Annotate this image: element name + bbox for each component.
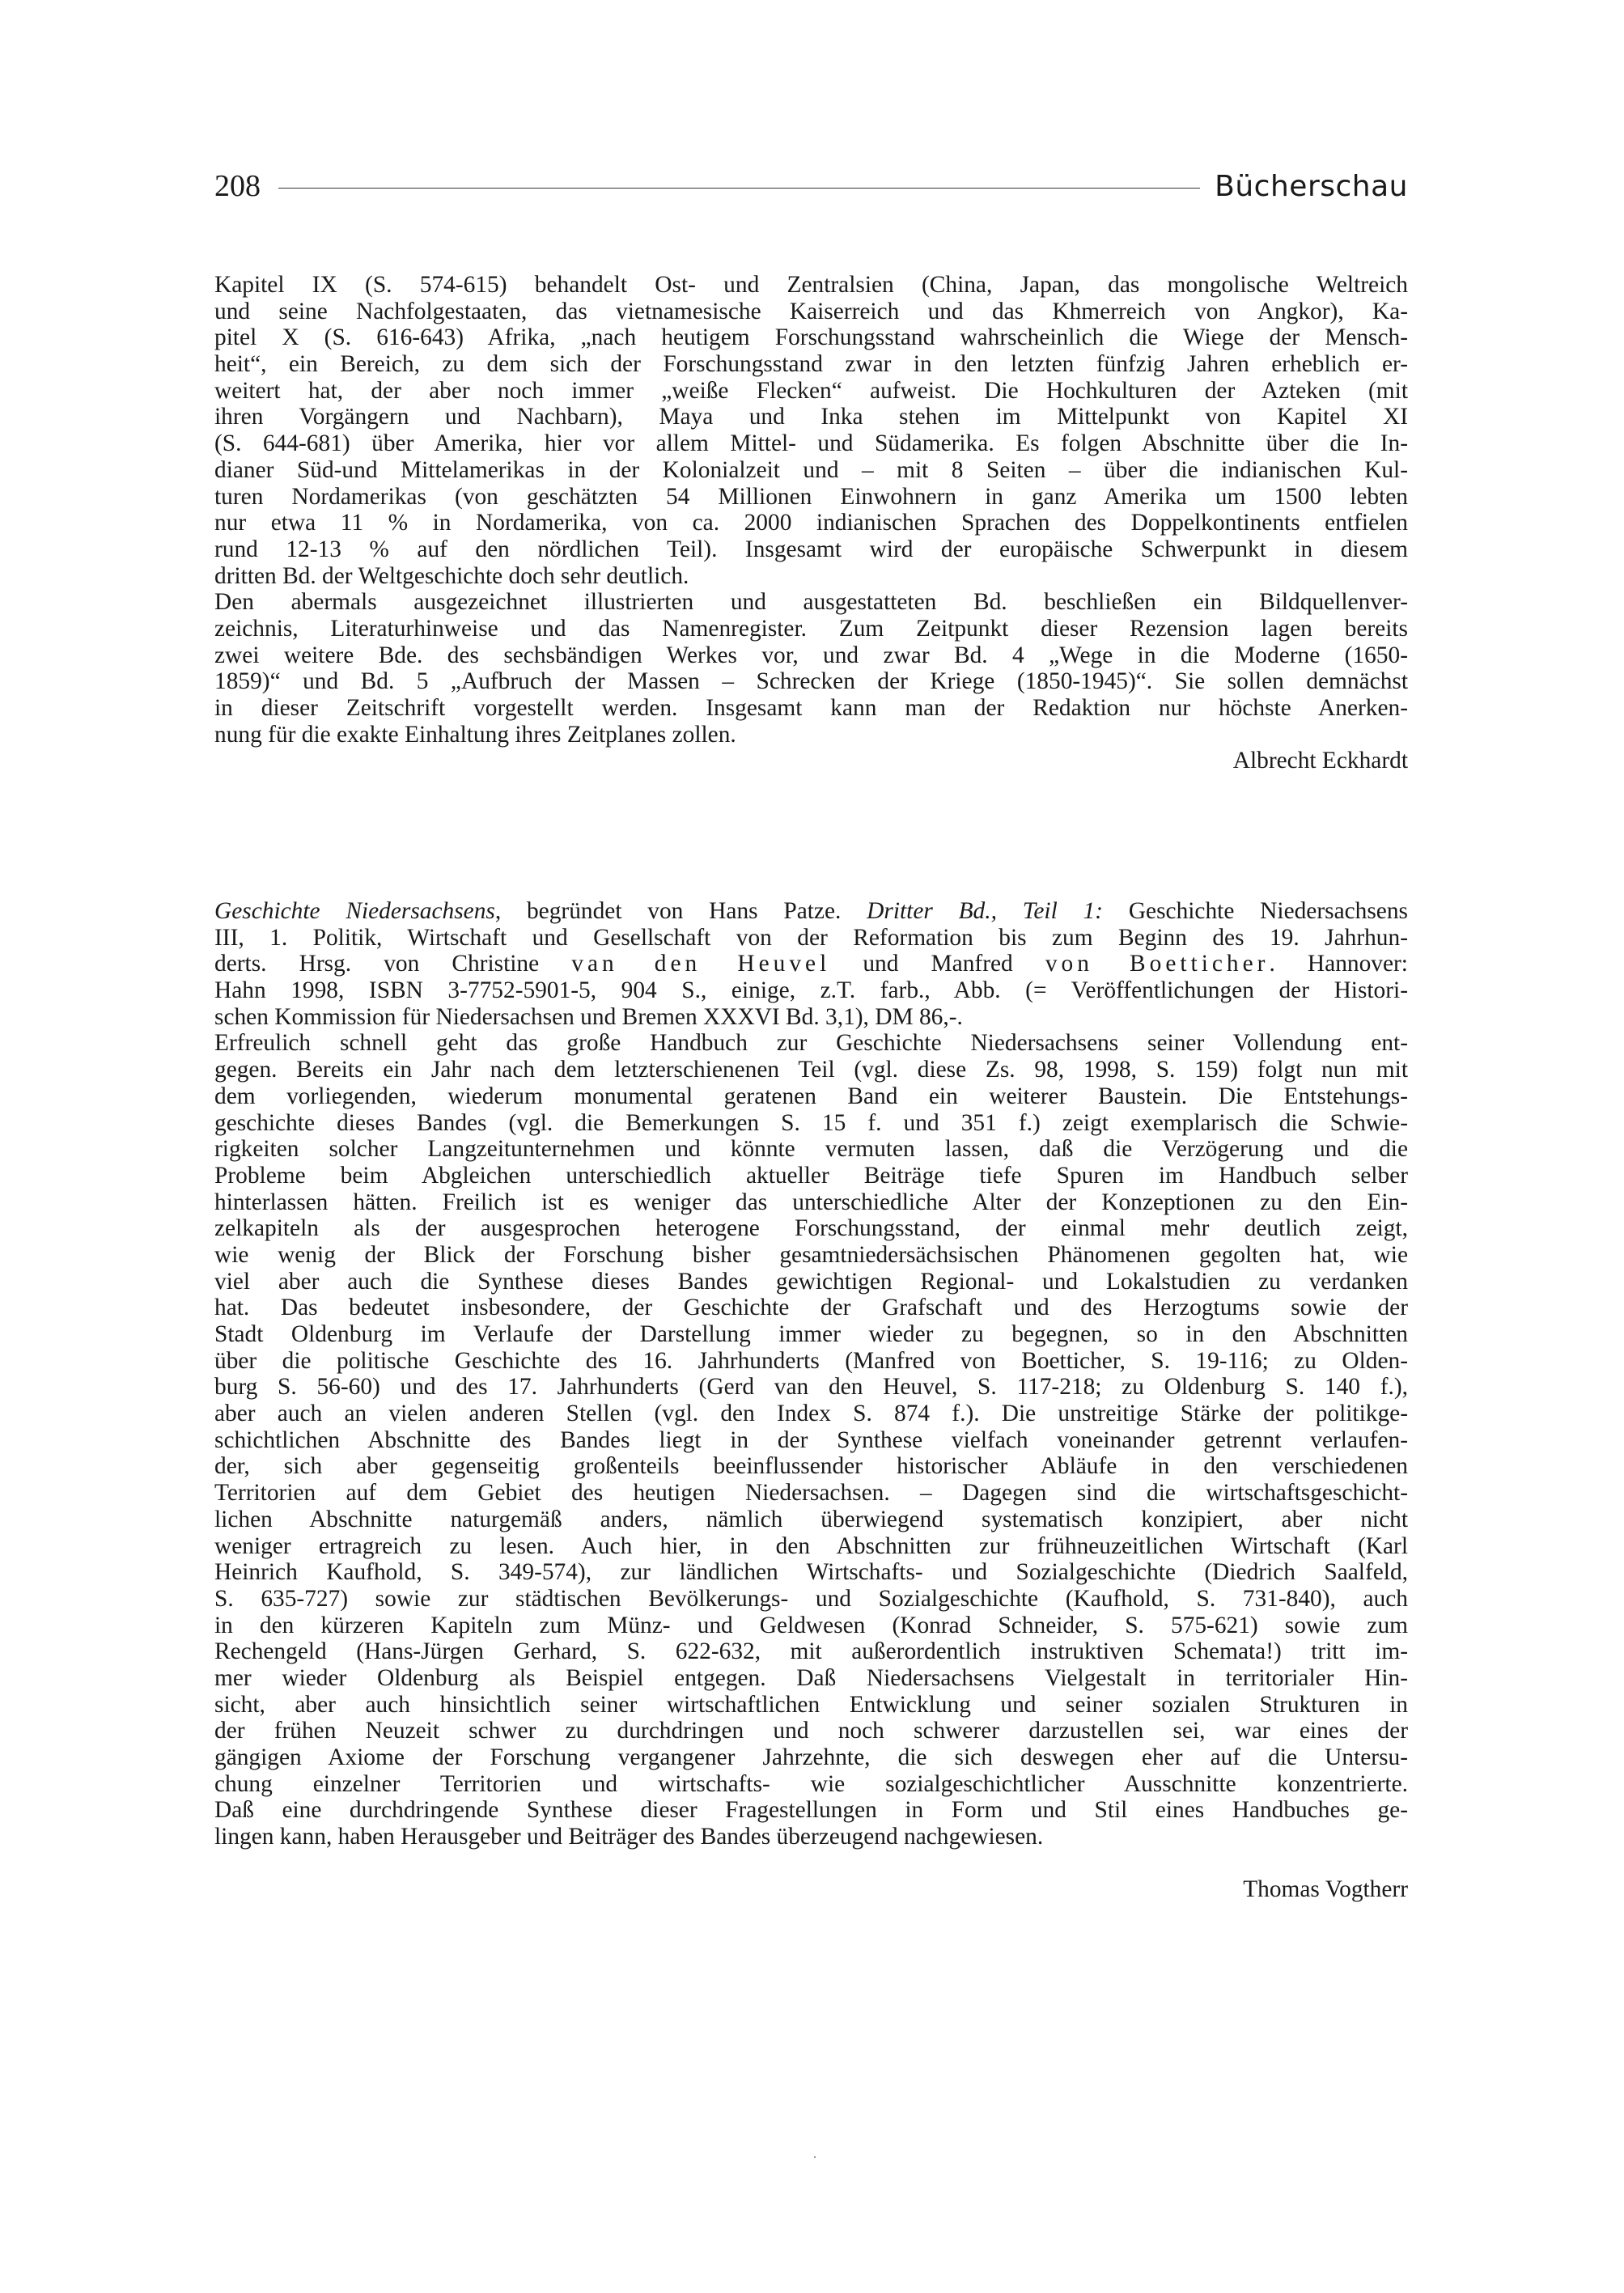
text-line: aber auch an vielen anderen Stellen (vgl. den Index S. 874 f.). Die unstreitige Stärke der politikge- [214,1401,1408,1427]
text-line: S. 635-727) sowie zur städtischen Bevölkerungs- und Sozialgeschichte (Kaufhold, S. 731-840), auch [214,1585,1408,1612]
bibliographic-entry-line: derts. Hrsg. von Christine van den Heuvel und Manfred von Boetticher. Hannover: [214,951,1408,977]
text-line: geschichte dieses Bandes (vgl. die Bemerkungen S. 15 f. und 351 f.) zeigt exemplarisch die Schwie- [214,1109,1408,1136]
text-line: nung für die exakte Einhaltung ihres Zeitplanes zollen. [214,721,736,748]
editor-name: von Boetticher [1045,951,1270,977]
text-line: wie wenig der Blick der Forschung bisher gesamtniedersächsischen Phänomenen gegolten hat, wie [214,1241,1408,1268]
text-line: turen Nordamerikas (von geschätzten 54 Millionen Einwohnern in ganz Amerika um 1500 lebten [214,483,1408,510]
text-line: rund 12-13 % auf den nördlichen Teil). Insgesamt wird der europäische Schwerpunkt in diesem [214,536,1408,562]
text-line: ihren Vorgängern und Nachbarn), Maya und Inka stehen im Mittelpunkt von Kapitel XI [214,404,1408,430]
text-line: (S. 644-681) über Amerika, hier vor allem Mittel- und Südamerika. Es folgen Abschnitte über die In- [214,430,1408,457]
bibliographic-entry-line: Geschichte Niedersachsens, begründet von Hans Patze. Dritter Bd., Teil 1: Geschichte Niedersachsens [214,898,1408,924]
text-line: mer wieder Oldenburg als Beispiel entgegen. Daß Niedersachsens Vielgestalt in territorialer Hin- [214,1664,1408,1691]
text-line: rigkeiten solcher Langzeitunternehmen und könnte vermuten lassen, daß die Verzögerung und die [214,1136,1408,1163]
text-line: zelkapiteln als der ausgesprochen heterogene Forschungsstand, der einmal mehr deutlich zeigt, [214,1215,1408,1242]
text-line: lingen kann, haben Herausgeber und Beiträger des Bandes überzeugend nachgewiesen. [214,1824,1044,1850]
text-line: dianer Süd-und Mittelamerikas in der Kolonialzeit und – mit 8 Seiten – über die indianischen Kul- [214,456,1408,483]
text-line: Stadt Oldenburg im Verlaufe der Darstellung immer wieder zu begegnen, so in den Abschnitten [214,1321,1408,1347]
bibliographic-entry-line: schen Kommission für Niedersachsen und Bremen XXXVI Bd. 3,1), DM 86,-. [214,1003,963,1030]
text-line: pitel X (S. 616-643) Afrika, „nach heutigem Forschungsstand wahrscheinlich die Wiege der Mensch- [214,324,1408,351]
bibliographic-entry-line: Hahn 1998, ISBN 3-7752-5901-5, 904 S., einige, z.T. farb., Abb. (= Veröffentlichungen der Histori- [214,977,1408,1004]
text-line: Heinrich Kaufhold, S. 349-574), zur ländlichen Wirtschafts- und Sozialgeschichte (Diedrich Saalfeld, [214,1559,1408,1586]
text-line: sicht, aber auch hinsichtlich seiner wirtschaftlichen Entwicklung und seiner sozialen Strukturen in [214,1691,1408,1718]
text-line: zeichnis, Literaturhinweise und das Namenregister. Zum Zeitpunkt dieser Rezension lagen bereits [214,615,1408,642]
text-line: hat. Das bedeutet insbesondere, der Geschichte der Grafschaft und des Herzogtums sowie der [214,1295,1408,1321]
review-niedersachsen [214,898,1408,1903]
scan-speck [814,2156,816,2158]
text-line: über die politische Geschichte des 16. Jahrhunderts (Manfred von Boetticher, S. 19-116; zu Olden- [214,1347,1408,1374]
text-line: burg S. 56-60) und des 17. Jahrhunderts (Gerd van den Heuvel, S. 117-218; zu Oldenburg S. 140 f.), [214,1374,1408,1401]
text-line: zwei weitere Bde. des sechsbändigen Werkes vor, und zwar Bd. 4 „Wege in die Moderne (1650- [214,642,1408,668]
page-number: 208 [214,169,261,203]
text-line: Rechengeld (Hans-Jürgen Gerhard, S. 622-632, mit außerordentlich instruktiven Schemata!) tritt im- [214,1638,1408,1665]
reviewer-name: Albrecht Eckhardt [1232,748,1408,774]
volume-label: Dritter Bd., Teil 1: [867,898,1104,924]
text-line: schichtlichen Abschnitte des Bandes liegt in der Synthese vielfach voneinander getrennt verlaufen- [214,1426,1408,1453]
running-head [214,166,1408,206]
text-line: und seine Nachfolgestaaten, das vietnamesische Kaiserreich und das Khmerreich von Angkor), Ka- [214,298,1408,324]
text-line: der frühen Neuzeit schwer zu durchdringen und noch schwerer darzustellen sei, war eines der [214,1718,1408,1744]
text-line: Kapitel IX (S. 574-615) behandelt Ost- und Zentralsien (China, Japan, das mongolische Weltreich [214,272,1408,298]
text-line: dem vorliegenden, wiederum monumental geratenen Band ein weiterer Baustein. Die Entstehungs- [214,1083,1408,1109]
text-line: lichen Abschnitte naturgemäß anders, nämlich überwiegend systematisch konzipiert, aber nicht [214,1506,1408,1532]
text-line: Territorien auf dem Gebiet des heutigen Niedersachsen. – Dagegen sind die wirtschaftsgeschicht- [214,1480,1408,1507]
text-line: Daß eine durchdringende Synthese dieser Fragestellungen in Form und Stil eines Handbuches ge- [214,1797,1408,1824]
editor-name: van den Heuvel [571,951,831,977]
text-line: nur etwa 11 % in Nordamerika, von ca. 2000 indianischen Sprachen des Doppelkontinents entfielen [214,510,1408,536]
text-line: viel aber auch die Synthese dieses Bandes gewichtigen Regional- und Lokalstudien zu verdanken [214,1268,1408,1295]
book-title: Geschichte Niedersachsens [214,898,495,924]
text-line: chung einzelner Territorien und wirtschafts- wie sozialgeschichtlicher Ausschnitte konzentrierte. [214,1770,1408,1797]
text-line: hinterlassen hätten. Freilich ist es weniger das unterschiedliche Alter der Konzeptionen zu den Ein- [214,1189,1408,1215]
header-rule [278,188,1200,189]
text-line: in dieser Zeitschrift vorgestellt werden. Insgesamt kann man der Redaktion nur höchste Anerken- [214,695,1408,721]
text-line: in den kürzeren Kapiteln zum Münz- und Geldwesen (Konrad Schneider, S. 575-621) sowie zum [214,1612,1408,1638]
text-line: Erfreulich schnell geht das große Handbuch zur Geschichte Niedersachsens seiner Vollendung ent- [214,1030,1408,1057]
text-line: der, sich aber gegenseitig großenteils beeinflussender historischer Abläufe in den verschiedenen [214,1453,1408,1480]
review-continuation [214,272,1408,774]
text-line: Probleme beim Abgleichen unterschiedlich aktueller Beiträge tiefe Spuren im Handbuch selber [214,1162,1408,1189]
section-title: Bücherschau [1215,169,1408,203]
text-line: weitert hat, der aber noch immer „weiße Flecken“ aufweist. Die Hochkulturen der Azteken (mit [214,377,1408,404]
blank-line [214,1850,1408,1877]
text-line: weniger ertragreich zu lesen. Auch hier, in den Abschnitten zur frühneuzeitlichen Wirtschaft (Karl [214,1532,1408,1559]
text-line: gegen. Bereits ein Jahr nach dem letzterschienenen Teil (vgl. diese Zs. 98, 1998, S. 159) folgt nun mit [214,1057,1408,1083]
text-line: 1859)“ und Bd. 5 „Aufbruch der Massen – Schrecken der Kriege (1850-1945)“. Sie sollen demnächst [214,668,1408,695]
text-line: gängigen Axiome der Forschung vergangener Jahrzehnte, die sich deswegen eher auf die Untersu- [214,1744,1408,1770]
text-line: dritten Bd. der Weltgeschichte doch sehr deutlich. [214,562,689,589]
reviewer-name: Thomas Vogtherr [1243,1876,1408,1903]
bibliographic-entry-line: III, 1. Politik, Wirtschaft und Gesellschaft von der Reformation bis zum Beginn des 19. Jahrhun- [214,924,1408,951]
text-line: Den abermals ausgezeichnet illustrierten und ausgestatteten Bd. beschließen ein Bildquellenver- [214,589,1408,616]
text-line: heit“, ein Bereich, zu dem sich der Forschungsstand zwar in den letzten fünfzig Jahren erheblich er- [214,351,1408,378]
